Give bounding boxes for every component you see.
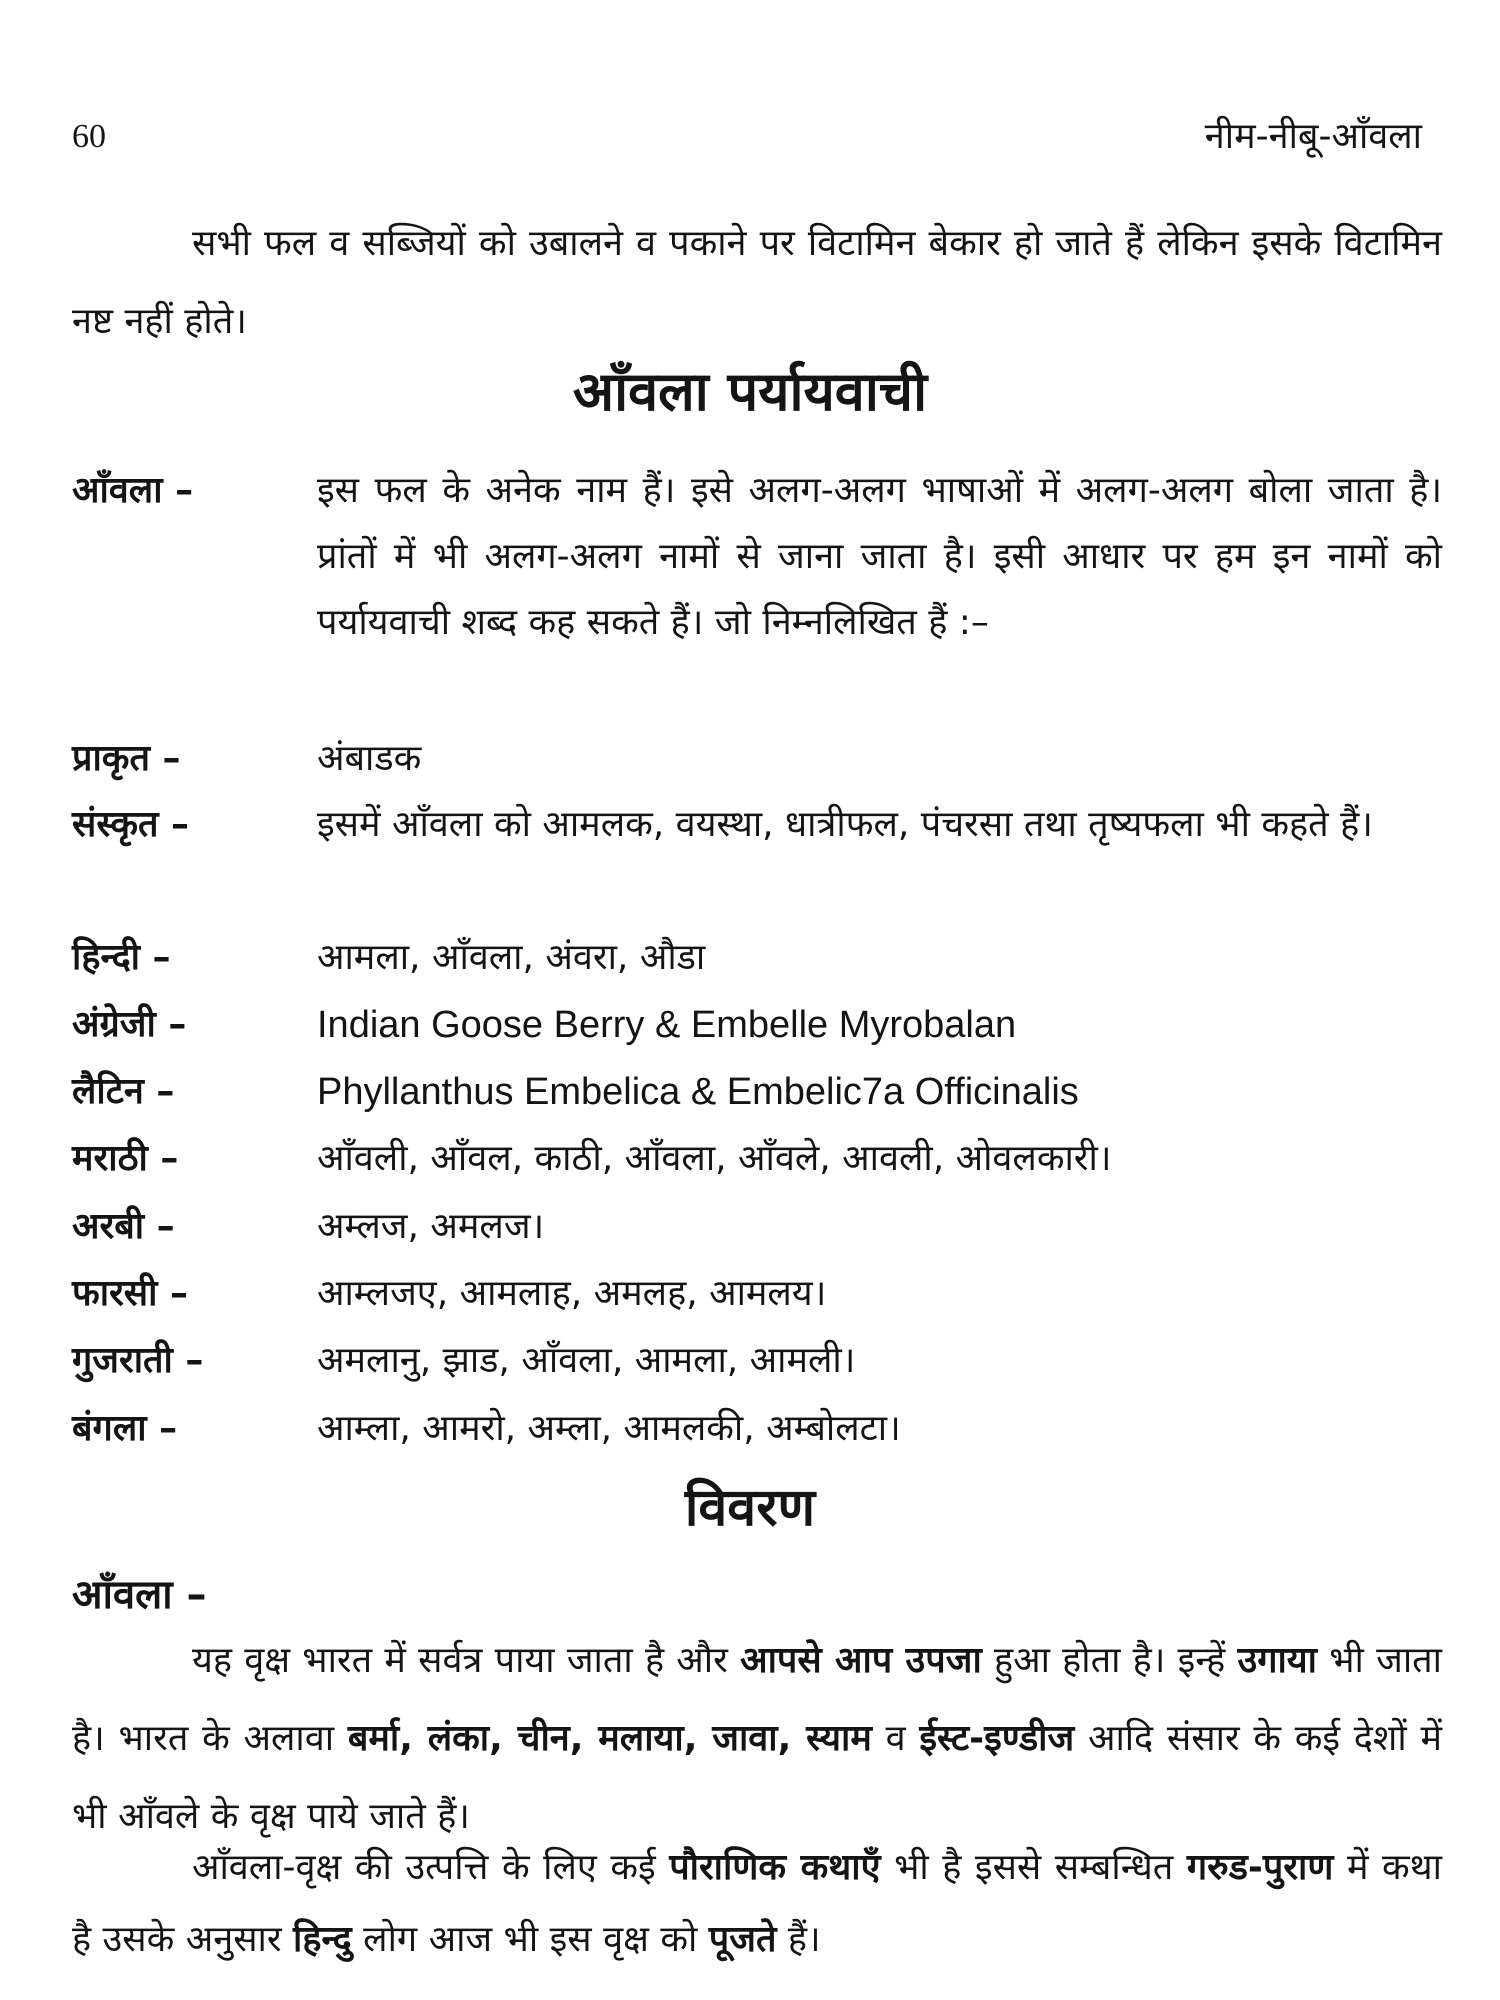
synonym-term: आँवला – [72, 470, 194, 511]
bold-run: पौराणिक कथाएँ [669, 1847, 881, 1888]
text-run: यह वृक्ष भारत में सर्वत्र पाया जाता है और [192, 1640, 741, 1681]
text-run: में कथा है उसके अनुसार [72, 1847, 1442, 1960]
synonym-term: अंग्रेजी – [72, 1004, 187, 1045]
synonym-term: संस्कृत – [72, 804, 190, 845]
text-run: व [871, 1718, 920, 1759]
description-paragraph-1 [72, 1622, 1442, 1856]
synonyms-heading: आँवला पर्यायवाची [572, 360, 928, 423]
synonym-definition: इसमें आँवला को आमलक, वयस्था, धात्रीफल, पंचरसा तथा तृष्यफला भी कहते हैं। [317, 804, 1373, 845]
text-run: हैं। [776, 1919, 821, 1960]
synonym-definition: आँवली, आँवल, काठी, आँवला, आँवले, आवली, ओवलकारी। [317, 1138, 1112, 1179]
synonym-definition: आमला, आँवला, अंवरा, औडा [317, 937, 706, 978]
bold-run: गरुड-पुराण [1186, 1847, 1334, 1888]
synonym-term: मराठी – [72, 1138, 179, 1179]
synonym-term: फारसी – [72, 1273, 188, 1314]
synonym-definition: अम्लज, अमलज। [317, 1206, 545, 1247]
bold-run: ईस्ट-इण्डीज [919, 1718, 1075, 1759]
text-run: हुआ होता है। इन्हें [981, 1640, 1238, 1681]
synonym-definition: आम्लजए, आमलाह, अमलह, आमलय। [317, 1273, 827, 1314]
text-run: भी जाता है। भारत के अलावा [72, 1640, 1442, 1759]
description-heading: विवरण [684, 1478, 816, 1538]
page-number: 60 [72, 118, 106, 155]
synonym-term: लैटिन – [72, 1071, 175, 1112]
synonym-term: बंगला – [72, 1408, 178, 1449]
description-subheading: आँवला – [72, 1572, 207, 1618]
synonym-definition: Indian Goose Berry & Embelle Myrobalan [317, 1004, 1017, 1046]
text-run: लोग आज भी इस वृक्ष को [351, 1919, 709, 1960]
text-run: आँवला-वृक्ष की उत्पत्ति के लिए कई [192, 1847, 670, 1888]
running-title: नीम-नीबू-आँवला [1204, 116, 1422, 157]
synonym-definition: अमलानु, झाड, आँवला, आमला, आमली। [317, 1340, 856, 1381]
synonym-definition: आम्ला, आमरो, अम्ला, आमलकी, अम्बोलटा। [317, 1408, 901, 1449]
bold-run: पूजते [708, 1919, 777, 1960]
intro-paragraph: सभी फल व सब्जियों को उबालने व पकाने पर विटामिन बेकार हो जाते हैं लेकिन इसके विटामिन नष्ट नहीं होते। [72, 223, 1442, 342]
synonym-term: प्राकृत – [72, 738, 181, 779]
synonym-definition: Phyllanthus Embelica & Embelic7a Officinalis [317, 1071, 1079, 1113]
text-run: आदि संसार के कई देशों में भी आँवले के वृक्ष पाये जाते हैं। [72, 1718, 1442, 1837]
synonym-term: हिन्दी – [72, 937, 171, 978]
synonym-term: अरबी – [72, 1206, 175, 1247]
bold-run: उगाया [1237, 1640, 1317, 1681]
text-run: भी है इससे सम्बन्धित [880, 1847, 1187, 1888]
bold-run: आपसे आप उपजा [740, 1640, 982, 1681]
bold-run: बर्मा, लंका, चीन, मलाया, जावा, स्याम [347, 1718, 872, 1759]
synonym-definition: इस फल के अनेक नाम हैं। इसे अलग-अलग भाषाओं में अलग-अलग बोला जाता है। प्रांतों में भी अलग-अलग नामों से जाना जाता है। इसी आधार पर हम इन नामों को पर्यायवाची शब्द कह सकते हैं। जो निम्नलिखित हैं :– [317, 470, 1442, 643]
bold-run: हिन्दु [293, 1919, 352, 1960]
description-paragraph-2 [72, 1832, 1442, 1976]
synonym-definition: अंबाडक [317, 738, 422, 779]
synonym-term: गुजराती – [72, 1340, 204, 1381]
